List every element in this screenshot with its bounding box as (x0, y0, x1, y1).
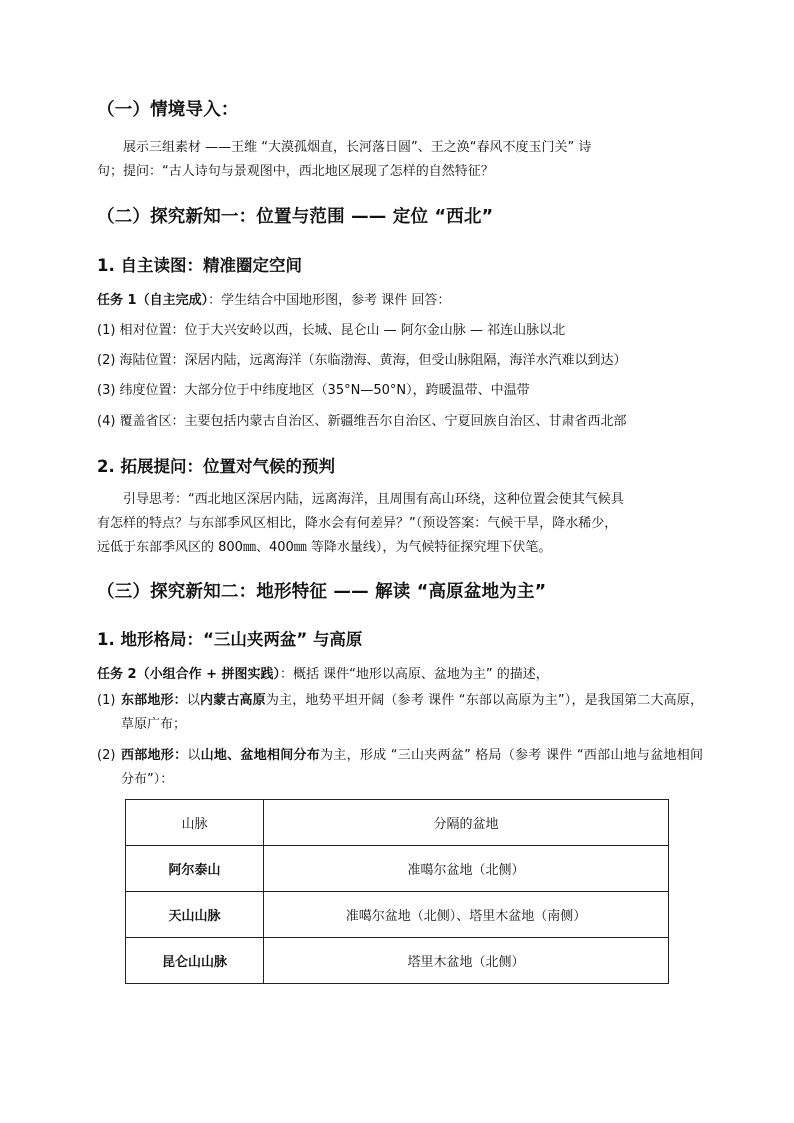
table-header-cell: 分隔的盆地 (264, 800, 669, 846)
task-2-label: 任务 2（小组合作 + 拼图实践） (97, 667, 281, 682)
section-2-subheading-1: 1. 自主读图：精准圈定空间 (97, 256, 302, 275)
table-header-row (126, 800, 669, 846)
list-item: (4) 覆盖省区：主要包括内蒙古自治区、新疆维吾尔自治区、宁夏回族自治区、甘肃省西北部 (97, 414, 627, 429)
table-cell-basin: 准噶尔盆地（北侧）、塔里木盆地（南侧） (264, 892, 669, 938)
east-text-1: 以 (186, 693, 201, 708)
table-cell-basin: 准噶尔盆地（北侧） (264, 846, 669, 892)
mountain-basin-table (125, 799, 669, 984)
list-item: (1) 相对位置：位于大兴安岭以西，长城、昆仑山 — 阿尔金山脉 — 祁连山脉以北 (97, 323, 566, 338)
task-1-label: 任务 1（自主完成） (97, 293, 209, 308)
east-terrain-label: 东部地形： (121, 693, 187, 708)
table-row (126, 846, 669, 892)
task-2-text: ：概括 课件“地形以高原、盆地为主” 的描述， (280, 667, 549, 682)
table-cell-mountain: 天山山脉 (126, 892, 264, 938)
table-row (126, 938, 669, 984)
guide-line-2: 有怎样的特点？与东部季风区相比，降水会有何差异？”（预设答案：气候干旱，降水稀少， (97, 516, 618, 531)
table-cell-mountain: 昆仑山山脉 (126, 938, 264, 984)
table-header-cell: 山脉 (126, 800, 264, 846)
item-number: (1) (97, 693, 116, 708)
section-1-line-2: 句；提问：“古人诗句与景观图中，西北地区展现了怎样的自然特征？ (97, 164, 494, 179)
west-terrain-item (97, 744, 703, 792)
west-text-1: 以 (187, 748, 201, 763)
east-terrain-item (97, 689, 703, 737)
task-2-line (97, 663, 707, 682)
list-item: (3) 纬度位置：大部分位于中纬度地区（35°N—50°N），跨暖温带、中温带 (97, 383, 530, 398)
section-2-subheading-2: 2. 拓展提问：位置对气候的预判 (97, 457, 335, 476)
guide-line-1: 引导思考：“西北地区深居内陆，远离海洋，且周围有高山环绕，这种位置会使其气候具 (123, 492, 624, 507)
west-terrain-label: 西部地形： (121, 748, 188, 763)
table-cell-basin: 塔里木盆地（北侧） (264, 938, 669, 984)
east-terrain-highlight: 内蒙古高原 (200, 693, 266, 708)
section-2-title: （二）探究新知一：位置与范围 —— 定位 “西北” (97, 207, 494, 227)
section-3-subheading-1: 1. 地形格局：“三山夹两盆” 与高原 (97, 630, 363, 649)
east-text-2: 为主，地势平坦开阔（参考 课件 “东部以高原为主”），是我国第二大高原，草原广布； (121, 693, 703, 732)
item-number: (2) (97, 748, 116, 763)
west-text-2: 为主，形成 “三山夹两盆” 格局（参考 课件 “西部山地与盆地相间分布”）： (121, 748, 703, 787)
list-item: (2) 海陆位置：深居内陆，远离海洋（东临渤海、黄海，但受山脉阻隔，海洋水汽难以到达） (97, 353, 627, 368)
table-row (126, 892, 669, 938)
west-terrain-highlight: 山地、盆地相间分布 (200, 748, 321, 763)
section-3-title: （三）探究新知二：地形特征 —— 解读 “高原盆地为主” (97, 582, 547, 602)
section-1-line-1: 展示三组素材 ——王维 “大漠孤烟直，长河落日圆”、王之涣“春风不度玉门关” 诗 (123, 140, 592, 155)
guide-line-3: 远低于东部季风区的 800㎜、400㎜ 等降水量线），为气候特征探究埋下伏笔。 (97, 540, 552, 555)
task-1-text: ：学生结合中国地形图，参考 课件 回答： (208, 293, 451, 308)
task-1-line (97, 289, 707, 308)
section-1-title: （一）情境导入： (97, 100, 239, 120)
table-cell-mountain: 阿尔泰山 (126, 846, 264, 892)
